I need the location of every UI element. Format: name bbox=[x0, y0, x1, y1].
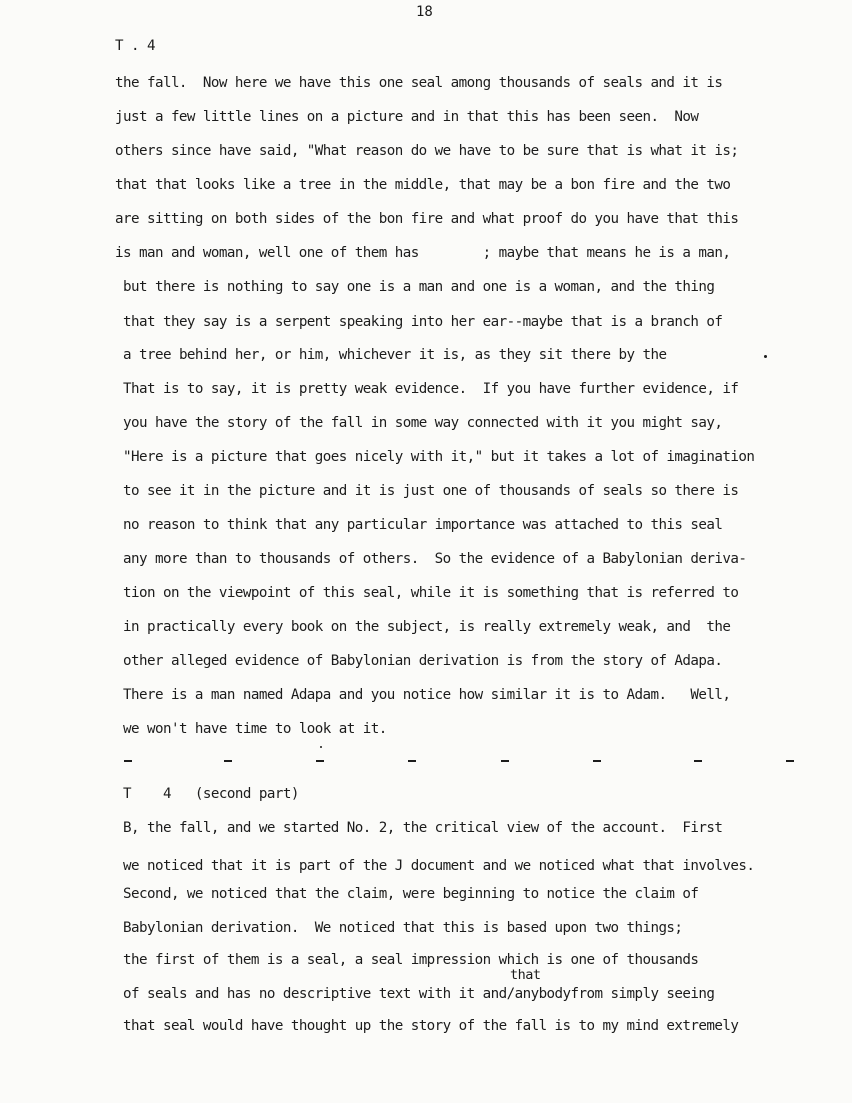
page-number: 18 bbox=[416, 4, 433, 20]
body-line: is man and woman, well one of them has ; maybe that means he is a man, bbox=[115, 245, 731, 261]
section-header-t4: T . 4 bbox=[115, 38, 155, 54]
body-line: the first of them is a seal, a seal impression which is one of thousands bbox=[123, 952, 699, 968]
body-line: we noticed that it is part of the J document and we noticed what that involves. bbox=[123, 858, 755, 874]
body-line: Second, we noticed that the claim, were beginning to notice the claim of bbox=[123, 886, 699, 902]
body-line: in practically every book on the subject, is really extremely weak, and the bbox=[123, 619, 731, 635]
stray-period-mark bbox=[764, 355, 767, 358]
body-line: but there is nothing to say one is a man and one is a woman, and the thing bbox=[123, 279, 715, 295]
interlinear-insertion: that bbox=[510, 967, 541, 983]
body-line: of seals and has no descriptive text with it and/anybodyfrom simply seeing bbox=[123, 986, 715, 1002]
body-line: you have the story of the fall in some way connected with it you might say, bbox=[123, 415, 723, 431]
body-line: "Here is a picture that goes nicely with it," but it takes a lot of imagination bbox=[123, 449, 755, 465]
body-line: B, the fall, and we started No. 2, the critical view of the account. First bbox=[123, 820, 723, 836]
body-line: that that looks like a tree in the middle, that may be a bon fire and the two bbox=[115, 177, 731, 193]
body-line: no reason to think that any particular importance was attached to this seal bbox=[123, 517, 723, 533]
body-line: just a few little lines on a picture and in that this has been seen. Now bbox=[115, 109, 699, 125]
body-line: we won't have time to look at it. bbox=[123, 721, 387, 737]
body-line: others since have said, "What reason do we have to be sure that is what it is; bbox=[115, 143, 739, 159]
body-line: There is a man named Adapa and you notice how similar it is to Adam. Well, bbox=[123, 687, 731, 703]
body-line: that seal would have thought up the story of the fall is to my mind extremely bbox=[123, 1018, 739, 1034]
body-line: that they say is a serpent speaking into her ear--maybe that is a branch of bbox=[123, 314, 723, 330]
body-line: other alleged evidence of Babylonian derivation is from the story of Adapa. bbox=[123, 653, 723, 669]
body-line: any more than to thousands of others. So the evidence of a Babylonian deriva- bbox=[123, 551, 747, 567]
body-line: tion on the viewpoint of this seal, while it is something that is referred to bbox=[123, 585, 739, 601]
body-line: to see it in the picture and it is just one of thousands of seals so there is bbox=[123, 483, 739, 499]
body-line: the fall. Now here we have this one seal among thousands of seals and it is bbox=[115, 75, 723, 91]
body-line: That is to say, it is pretty weak evidence. If you have further evidence, if bbox=[123, 381, 739, 397]
body-line: a tree behind her, or him, whichever it is, as they sit there by the bbox=[123, 347, 667, 363]
body-line: Babylonian derivation. We noticed that this is based upon two things; bbox=[123, 920, 683, 936]
body-line: are sitting on both sides of the bon fire and what proof do you have that this bbox=[115, 211, 739, 227]
section-header-t4-second-part: T 4 (second part) bbox=[123, 786, 299, 802]
